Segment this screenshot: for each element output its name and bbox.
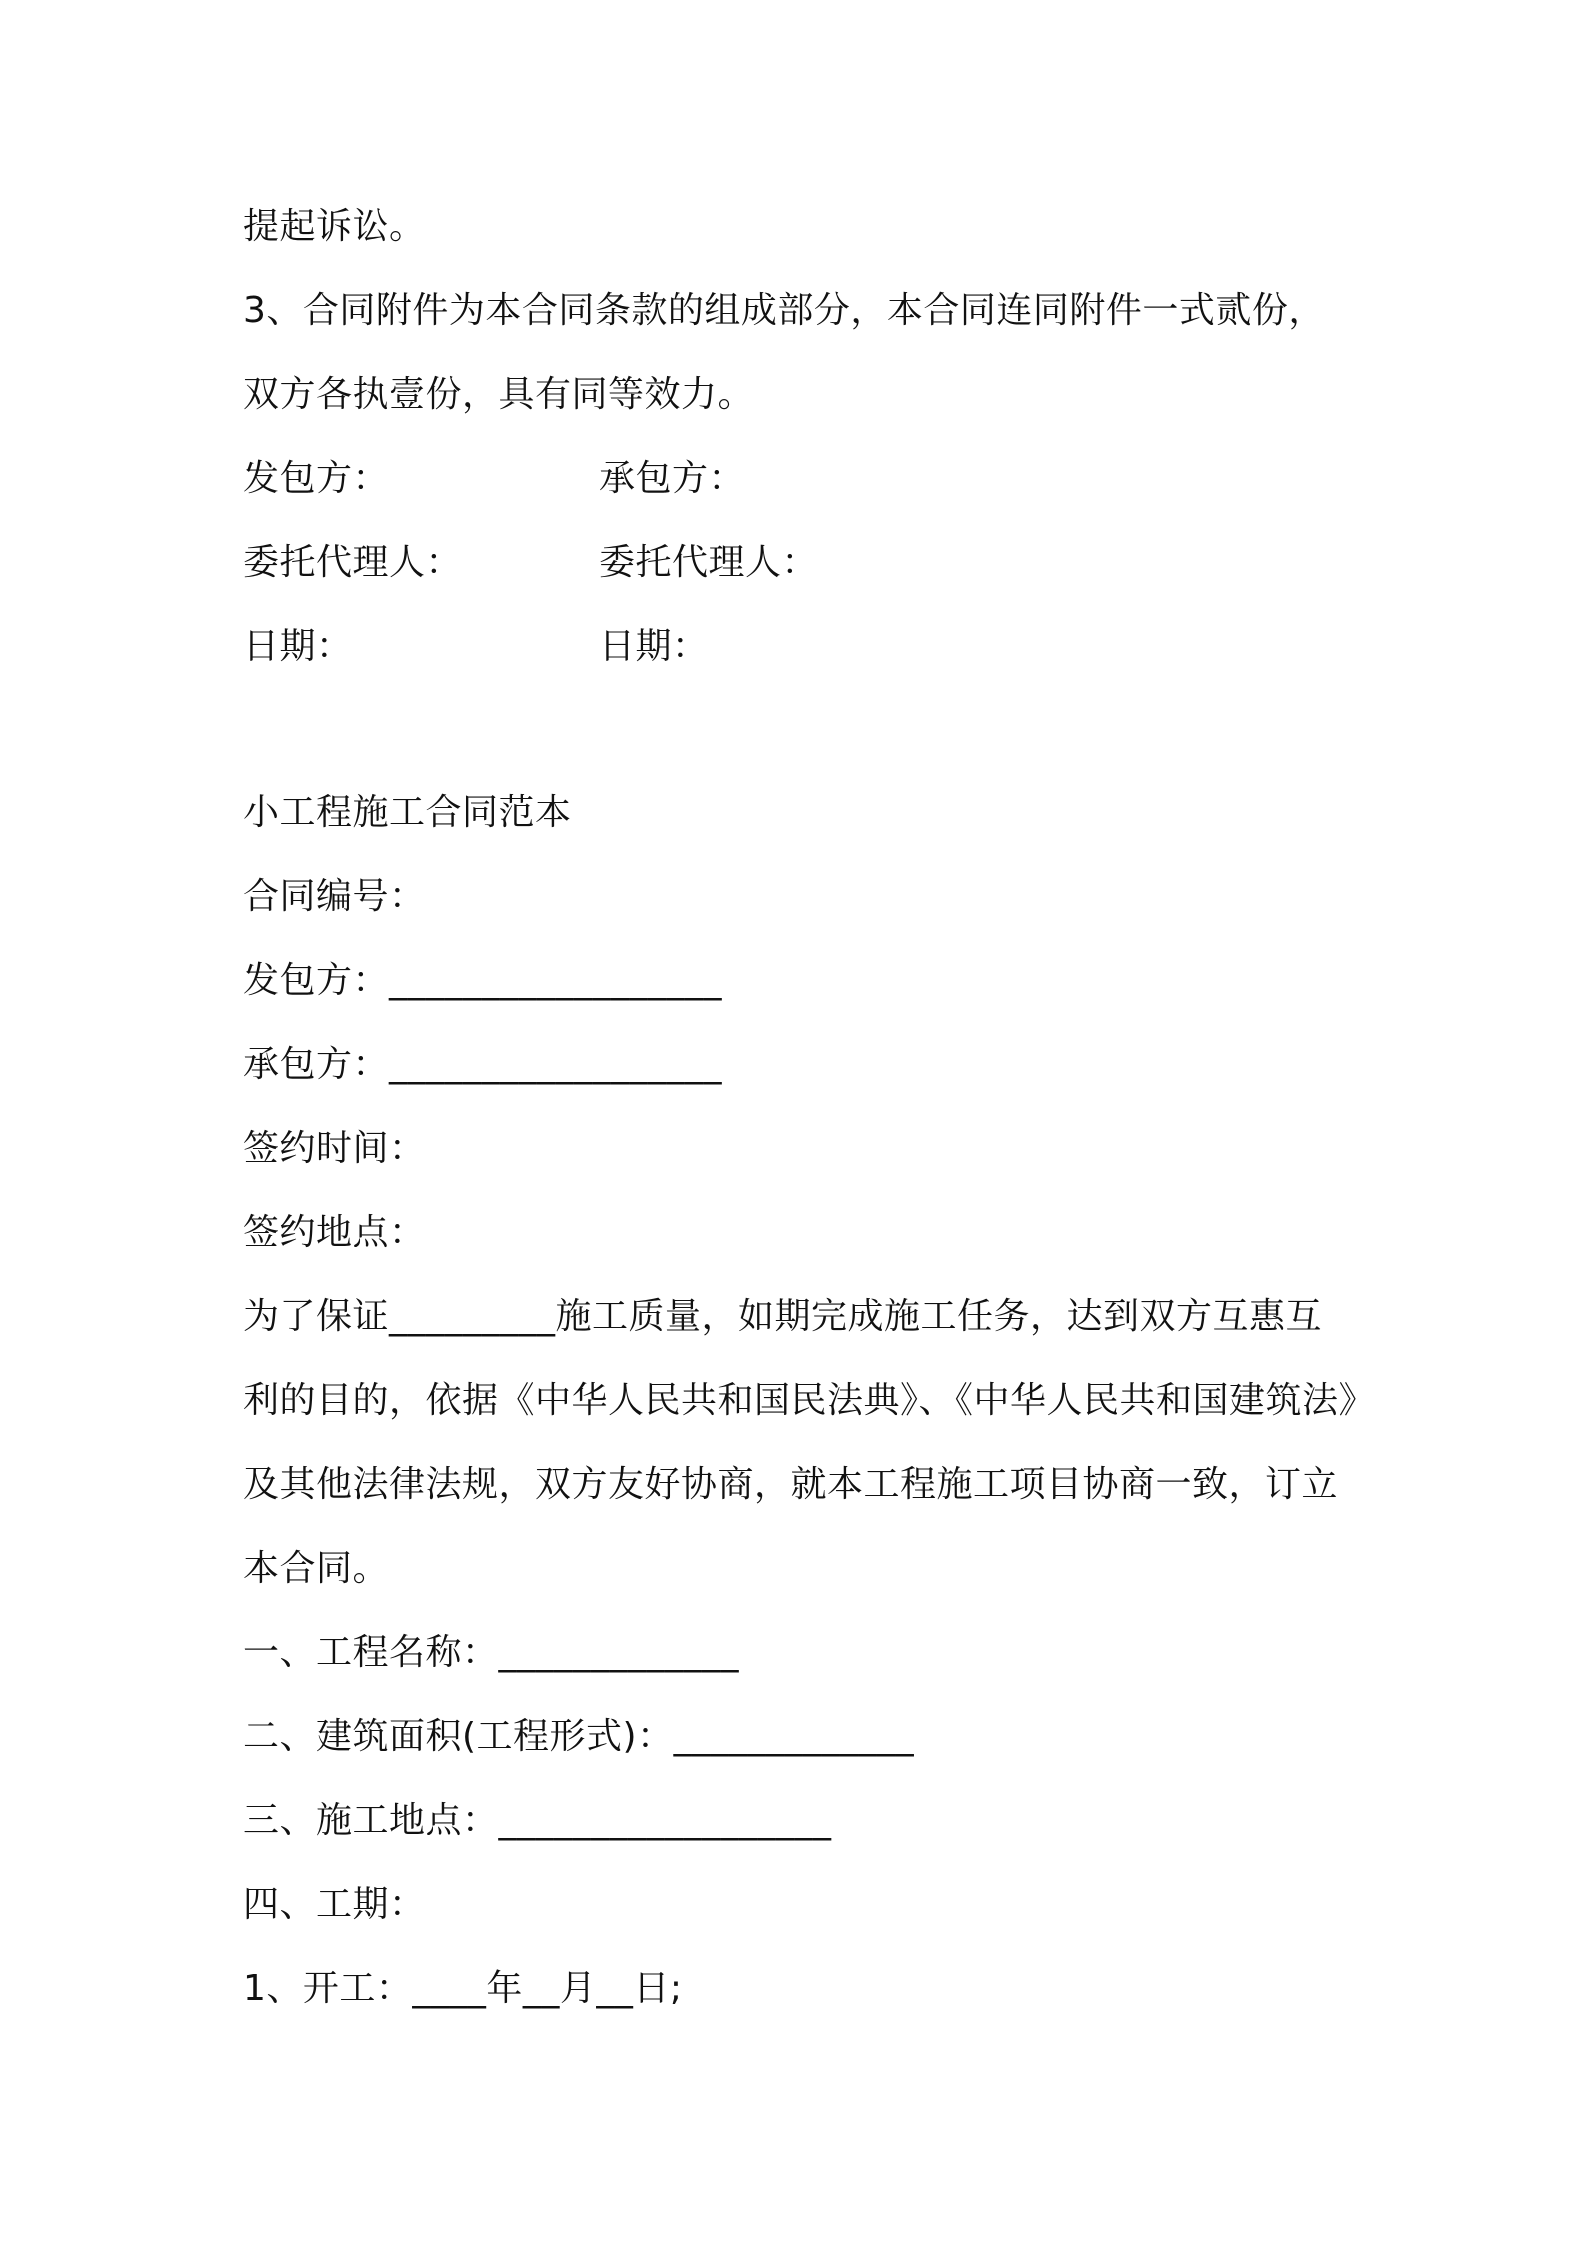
signing-place-field: 签约地点： xyxy=(243,1212,426,1253)
clause-project-name: 一、工程名称：_____________ xyxy=(243,1632,740,1673)
contract-number-field: 合同编号： xyxy=(243,876,426,917)
contractor-field: 承包方：__________________ xyxy=(243,1044,723,1085)
signature-contractor-agent-label: 委托代理人： xyxy=(599,542,819,583)
signature-employer-date-label: 日期： xyxy=(243,626,353,667)
prev-text-line: 提起诉讼。 xyxy=(243,206,426,247)
signing-time-field: 签约时间： xyxy=(243,1128,426,1169)
signature-employer-label: 发包方： xyxy=(243,458,390,499)
signature-contractor-date-label: 日期： xyxy=(599,626,709,667)
preamble-line: 利的目的，依据《中华人民共和国民法典》、《中华人民共和国建筑法》 xyxy=(243,1380,1376,1421)
prev-text-line: 3、合同附件为本合同条款的组成部分，本合同连同附件一式贰份， xyxy=(243,290,1325,331)
clause-start-date: 1、开工：____年__月__日; xyxy=(243,1968,683,2009)
prev-text-line: 双方各执壹份，具有同等效力。 xyxy=(243,374,755,415)
clause-duration: 四、工期： xyxy=(243,1884,426,1925)
signature-employer-agent-label: 委托代理人： xyxy=(243,542,463,583)
preamble-line: 为了保证_________施工质量，如期完成施工任务，达到双方互惠互 xyxy=(243,1296,1323,1337)
employer-field: 发包方：__________________ xyxy=(243,960,723,1001)
preamble-line: 及其他法律法规，双方友好协商，就本工程施工项目协商一致，订立 xyxy=(243,1464,1339,1505)
preamble-line: 本合同。 xyxy=(243,1548,390,1589)
signature-contractor-label: 承包方： xyxy=(599,458,746,499)
clause-site-location: 三、施工地点：__________________ xyxy=(243,1800,832,1841)
clause-building-area: 二、建筑面积(工程形式)：_____________ xyxy=(243,1716,915,1757)
contract-title: 小工程施工合同范本 xyxy=(243,792,572,833)
